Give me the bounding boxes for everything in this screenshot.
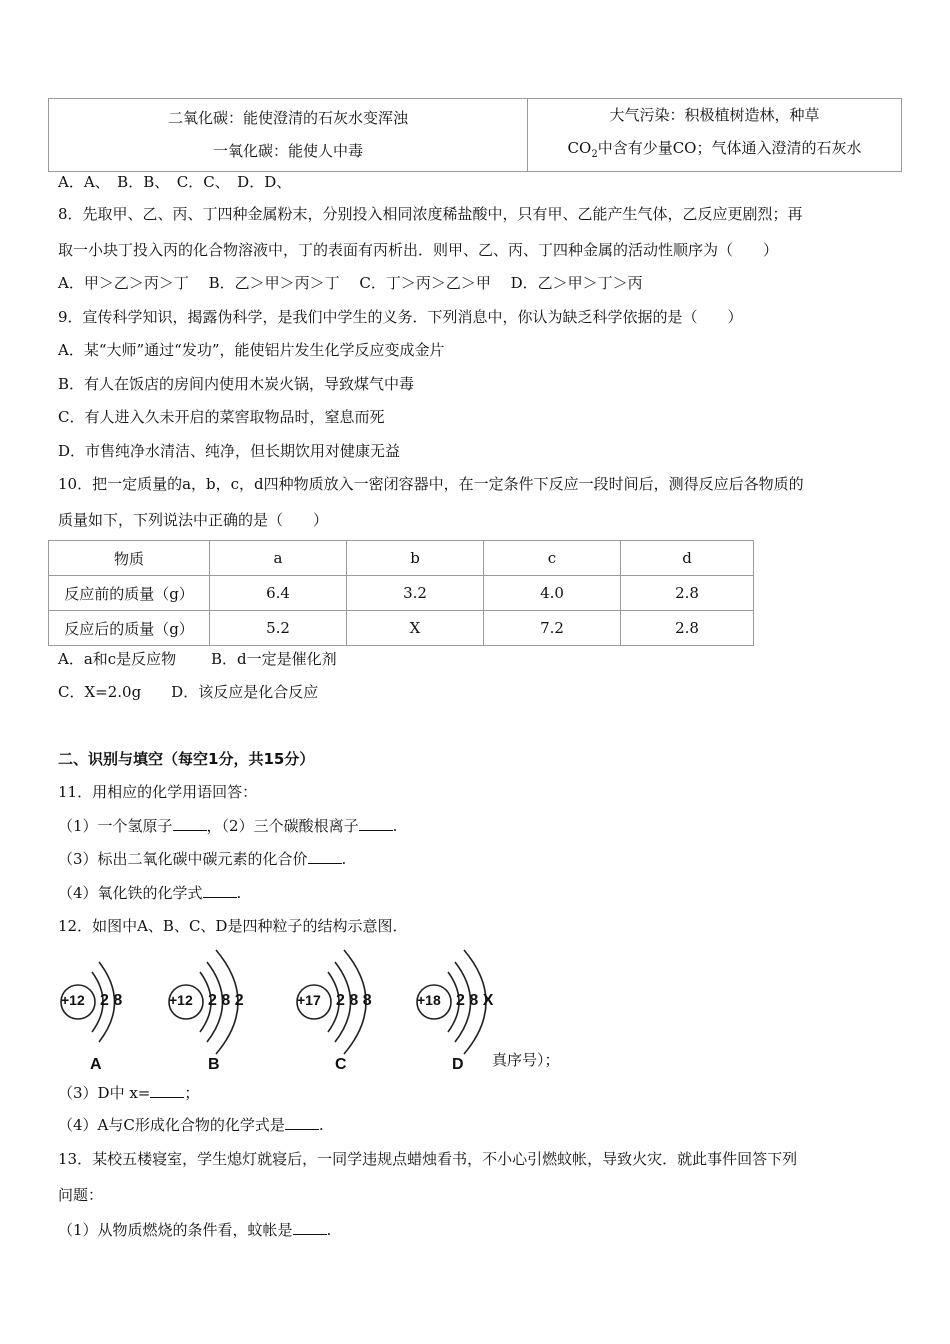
q10-options-line1: A．a和c是反应物 B．d一定是催化剂 — [58, 650, 337, 668]
particle-label: D — [452, 1056, 464, 1073]
top-table-left-line1: 二氧化碳：能使澄清的石灰水变浑浊 — [167, 109, 408, 127]
top-table-left-cell — [49, 99, 528, 172]
q12-stem: 12．如图中A、B、C、D是四种粒子的结构示意图． — [58, 917, 408, 935]
answer-blank[interactable] — [285, 1115, 319, 1130]
q8-options: A．甲＞乙＞丙＞丁 B．乙＞甲＞丙＞丁 C．丁＞丙＞乙＞甲 D．乙＞甲＞丁＞丙 — [58, 274, 643, 292]
q13-line2: 问题： — [58, 1186, 104, 1204]
q10-header-cell: b — [347, 541, 484, 576]
nucleus-label: +17 — [297, 992, 321, 1008]
section-title: 二、识别与填空（每空1分，共15分） — [58, 750, 315, 768]
q10-line2: 质量如下，下列说法中正确的是（ ） — [58, 511, 329, 529]
table-cell: 3.2 — [347, 576, 484, 611]
q9-option-d: D．市售纯净水清洁、纯净，但长期饮用对健康无益 — [58, 442, 401, 460]
table-row — [49, 611, 754, 646]
q10-line1: 10．把一定质量的a，b，c，d四种物质放入一密闭容器中，在一定条件下反应一段时间后，测得反应后各物质的 — [58, 475, 804, 493]
electron-config: 2 8 8 — [336, 992, 372, 1009]
q9-option-b: B．有人在饭店的房间内使用木炭火锅，导致煤气中毒 — [58, 375, 415, 393]
top-table-right-line2: $CO_2$中含有少量CO；气体通入澄清的石灰水 — [567, 139, 862, 160]
answer-blank[interactable] — [359, 816, 393, 831]
table-cell: 4.0 — [484, 576, 621, 611]
q11-part4: （4）氧化铁的化学式 . — [58, 884, 242, 902]
q10-header-cell: c — [484, 541, 621, 576]
q10-table — [48, 540, 754, 646]
q12-part3: （3）D中 x= ； — [58, 1084, 200, 1102]
table-cell: 7.2 — [484, 611, 621, 646]
answer-blank[interactable] — [203, 883, 237, 898]
table-row — [49, 576, 754, 611]
q13-part1: （1）从物质燃烧的条件看，蚊帐是 . — [58, 1221, 332, 1239]
q9-option-c: C．有人进入久未开启的菜窖取物品时，窒息而死 — [58, 408, 385, 426]
table-cell: 反应前的质量（g） — [49, 576, 210, 611]
table-cell: X — [347, 611, 484, 646]
q10-header-cell: a — [210, 541, 347, 576]
nucleus-label: +12 — [61, 992, 85, 1008]
particle-label: C — [335, 1056, 347, 1073]
nucleus-label: +18 — [417, 992, 441, 1008]
electron-config: 2 8 — [100, 992, 123, 1009]
table-cell: 5.2 — [210, 611, 347, 646]
particle-label: A — [90, 1056, 102, 1073]
q10-table-header-row — [49, 541, 754, 576]
q9-option-a: A．某“大师”通过“发功”，能使铝片发生化学反应变成金片 — [58, 341, 445, 359]
nucleus-label: +12 — [169, 992, 193, 1008]
table-cell: 2.8 — [621, 576, 754, 611]
top-table-right-line1: 大气污染：积极植树造林，种草 — [609, 106, 820, 124]
top-table — [48, 98, 902, 172]
q10-header-cell: 物质 — [49, 541, 210, 576]
q13-line1: 13．某校五楼寝室，学生熄灯就寝后，一同学违规点蜡烛看书，不小心引燃蚊帐，导致火灾．就此事件回答下列 — [58, 1150, 798, 1168]
top-table-right-cell — [528, 99, 902, 172]
atom-structure-diagram — [56, 944, 506, 1076]
q10-header-cell: d — [621, 541, 754, 576]
q9-stem: 9．宣传科学知识，揭露伪科学，是我们中学生的义务．下列消息中，你认为缺乏科学依据的是（ ） — [58, 308, 743, 326]
electron-config: 2 8 2 — [208, 992, 244, 1009]
answer-blank[interactable] — [293, 1220, 327, 1235]
electron-config: 2 8 X — [456, 992, 494, 1009]
answer-blank[interactable] — [150, 1083, 184, 1098]
q11-part1: （1）一个氢原子 ，（2）三个碳酸根离子 . — [58, 817, 398, 835]
table-cell: 6.4 — [210, 576, 347, 611]
occluded-text-fragment: 真序号）； — [492, 1051, 560, 1069]
q12-part4: （4）A与C形成化合物的化学式是 . — [58, 1116, 324, 1134]
particle-label: B — [208, 1056, 220, 1073]
table-cell: 2.8 — [621, 611, 754, 646]
answer-blank[interactable] — [308, 849, 342, 864]
atom-diagram-svg — [56, 944, 506, 1076]
top-table-left-line2: 一氧化碳：能使人中毒 — [212, 142, 363, 160]
q11-stem: 11．用相应的化学用语回答： — [58, 783, 258, 801]
q8-line1: 8．先取甲、乙、丙、丁四种金属粉末，分别投入相同浓度稀盐酸中，只有甲、乙能产生气体，乙反应更剧烈；再 — [58, 205, 803, 223]
answer-blank[interactable] — [173, 816, 207, 831]
table-cell: 反应后的质量（g） — [49, 611, 210, 646]
q8-line2: 取一小块丁投入丙的化合物溶液中，丁的表面有丙析出．则甲、乙、丙、丁四种金属的活动性顺序为（ ） — [58, 241, 779, 259]
q7-options: A．A、 B．B、 C．C、 D．D、 — [58, 173, 292, 191]
q10-options-line2: C．X=2.0g D．该反应是化合反应 — [58, 683, 319, 701]
q11-part3: （3）标出二氧化碳中碳元素的化合价 . — [58, 850, 347, 868]
